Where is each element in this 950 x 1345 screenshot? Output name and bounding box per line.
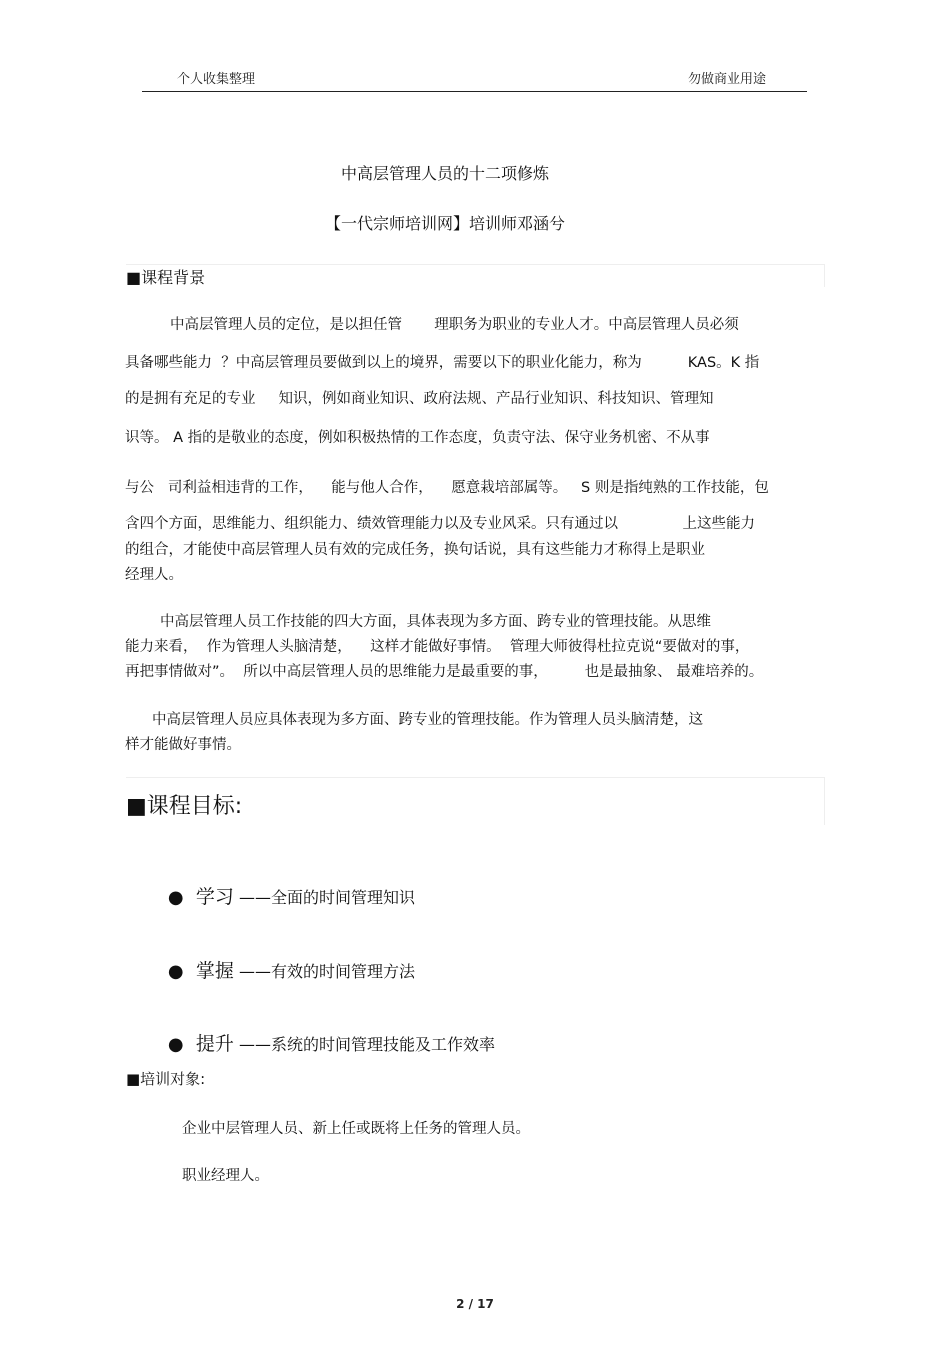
goal-lead: 提升 bbox=[195, 1033, 234, 1055]
document-title: 中高层管理人员的十二项修炼 bbox=[340, 164, 549, 183]
goal-list-item bbox=[145, 861, 415, 930]
paragraph-line: 经理人。 bbox=[125, 567, 183, 583]
paragraph-line: 具备哪些能力 ？中高层管理员要做到以上的境界，需要以下的职业化能力，称为 KAS。K 指 bbox=[125, 355, 760, 371]
bullet-dot-icon: ● bbox=[167, 1034, 184, 1055]
header-left-text: 个人收集整理 bbox=[177, 72, 256, 87]
paragraph-line: 与公 司利益相违背的工作， 能与他人合作， 愿意栽培部属等。 S 则是指纯熟的工作技能，包 bbox=[125, 480, 769, 496]
section-heading-background: ■课程背景 bbox=[126, 268, 206, 287]
goal-text: ——全面的时间管理知识 bbox=[233, 888, 415, 907]
goal-list-item bbox=[145, 1008, 495, 1077]
header-divider bbox=[142, 91, 807, 92]
paragraph-line: 中高层管理人员工作技能的四大方面，具体表现为多方面、跨专业的管理技能。从思维 bbox=[160, 614, 711, 630]
bullet-dot-icon: ● bbox=[167, 887, 184, 908]
paragraph-line: 样才能做好事情。 bbox=[125, 737, 241, 753]
goal-text: ——有效的时间管理方法 bbox=[233, 962, 415, 981]
section-frame-background bbox=[126, 264, 825, 287]
paragraph-line: 的是拥有充足的专业 知识，例如商业知识、政府法规、产品行业知识、科技知识、管理知 bbox=[125, 391, 714, 407]
paragraph-line: 再把事情做对”。 所以中高层管理人员的思维能力是最重要的事， 也是最抽象、 最难培养的。 bbox=[125, 664, 764, 680]
paragraph-line: 能力来看， 作为管理人头脑清楚， 这样才能做好事情。 管理大师彼得杜拉克说“要做对的事， bbox=[125, 639, 750, 655]
section-heading-goals: ■课程目标: bbox=[126, 794, 243, 819]
document-subtitle: 【一代宗师培训网】培训师邓涵兮 bbox=[324, 214, 565, 233]
audience-line: 职业经理人。 bbox=[182, 1168, 269, 1184]
paragraph-line: 中高层管理人员的定位，是以担任管 理职务为职业的专业人才。中高层管理人员必须 bbox=[170, 317, 739, 333]
goal-text: ——系统的时间管理技能及工作效率 bbox=[233, 1035, 495, 1054]
bullet-dot-icon: ● bbox=[167, 961, 184, 982]
paragraph-line: 中高层管理人员应具体表现为多方面、跨专业的管理技能。作为管理人员头脑清楚，这 bbox=[152, 712, 703, 728]
audience-line: 企业中层管理人员、新上任或既将上任务的管理人员。 bbox=[182, 1121, 530, 1137]
paragraph-line: 的组合，才能使中高层管理人员有效的完成任务，换句话说，具有这些能力才称得上是职业 bbox=[125, 542, 705, 558]
page-number: 2 / 17 bbox=[456, 1297, 494, 1311]
header-right-text: 勿做商业用途 bbox=[688, 72, 767, 87]
paragraph-line: 含四个方面，思维能力、组织能力、绩效管理能力以及专业风采。只有通过以 上这些能力 bbox=[125, 516, 756, 532]
section-heading-audience: ■培训对象: bbox=[126, 1070, 206, 1088]
paragraph-line: 识等。 A 指的是敬业的态度，例如积极热情的工作态度，负责守法、保守业务机密、不从事 bbox=[125, 430, 710, 446]
goal-list-item bbox=[145, 935, 415, 1004]
goal-lead: 掌握 bbox=[195, 960, 234, 982]
goal-lead: 学习 bbox=[195, 886, 234, 908]
